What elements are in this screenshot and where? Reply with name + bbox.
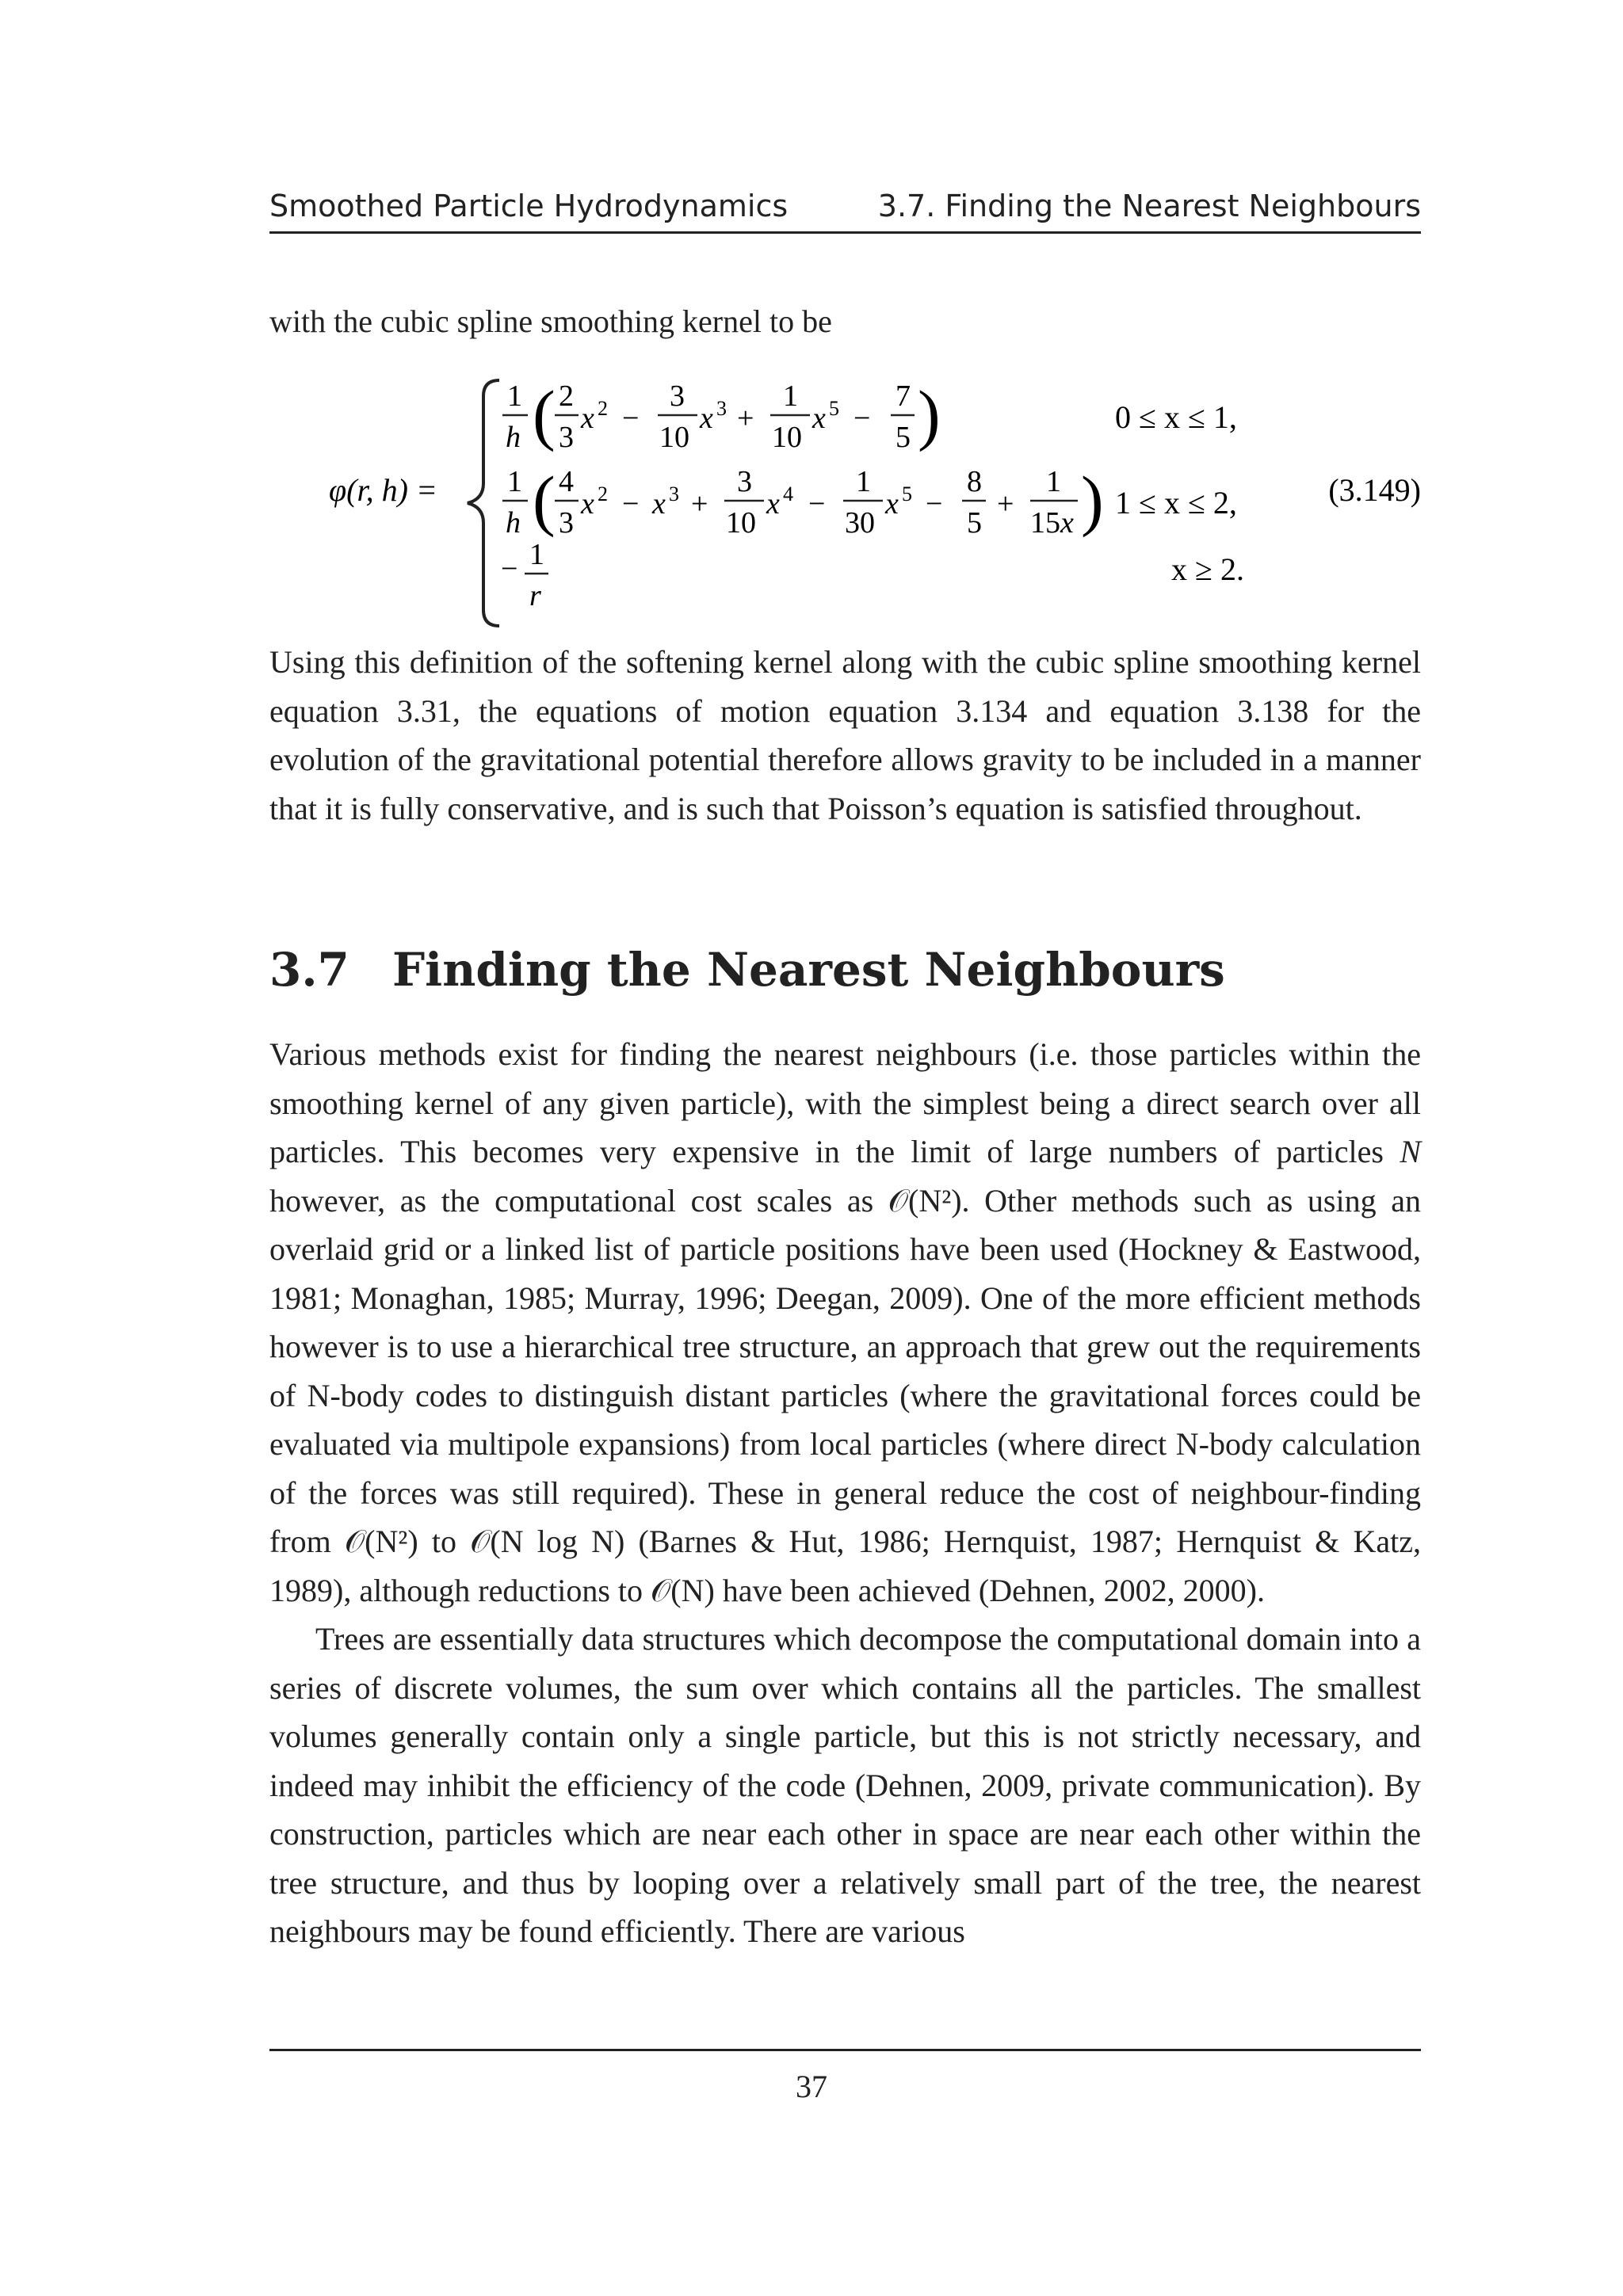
header-left: Smoothed Particle Hydrodynamics <box>269 189 789 223</box>
svg-text:3: 3 <box>737 465 752 498</box>
svg-text:+: + <box>997 487 1014 521</box>
row-1-condition: 0 ≤ x ≤ 1, <box>1115 399 1237 435</box>
svg-text:−: − <box>808 487 826 521</box>
paragraph-2-text: Trees are essentially data structures which decompose the computational domain into a series of discrete volumes, the sum over which contains all the particles. The smallest volumes generally contain only a single particle, but this is not strictly necessary, and indeed may inhibit the efficiency of the code (Dehnen, 2009, private communication). By construction, particles which are near each other in space are near each other within the tree structure, and thus by looping over a relatively small part of the tree, the nearest neighbours may be found efficiently. There are various <box>269 1621 1421 1949</box>
svg-text:5: 5 <box>829 397 839 420</box>
svg-text:5: 5 <box>902 482 912 505</box>
svg-text:−: − <box>926 487 943 521</box>
svg-text:3: 3 <box>559 421 574 454</box>
footer-rule <box>269 2049 1421 2051</box>
paragraph-after-equation <box>269 638 1421 833</box>
svg-text:5: 5 <box>967 506 982 540</box>
svg-text:15x: 15x <box>1030 506 1074 540</box>
svg-text:x: x <box>581 487 594 521</box>
svg-text:): ) <box>1081 462 1104 538</box>
svg-text:10: 10 <box>772 421 802 454</box>
svg-text:h: h <box>506 421 521 454</box>
svg-text:3: 3 <box>559 506 574 540</box>
svg-text:2: 2 <box>559 379 574 413</box>
section-heading <box>269 943 1225 997</box>
section-number: 3.7 <box>269 943 349 997</box>
page-number: 37 <box>796 2069 827 2104</box>
svg-text:r: r <box>529 579 541 612</box>
equation-3-149 <box>269 364 1421 650</box>
svg-text:1: 1 <box>1046 465 1061 498</box>
equation-lhs: φ(r, h) = <box>329 472 437 508</box>
svg-text:5: 5 <box>896 421 911 454</box>
svg-text:x: x <box>652 487 666 521</box>
svg-text:1: 1 <box>507 379 522 413</box>
paragraph-1 <box>269 1030 1421 1956</box>
row-1-formula <box>502 376 941 454</box>
svg-text:10: 10 <box>659 421 689 454</box>
svg-text:8: 8 <box>967 465 982 498</box>
svg-text:3: 3 <box>670 379 685 413</box>
svg-text:(: ( <box>533 376 556 452</box>
svg-text:4: 4 <box>783 482 793 505</box>
svg-text:2: 2 <box>598 482 608 505</box>
svg-text:h: h <box>506 506 521 540</box>
svg-text:x: x <box>812 402 826 435</box>
svg-text:10: 10 <box>726 506 756 540</box>
svg-text:1: 1 <box>783 379 798 413</box>
running-header <box>269 189 1421 234</box>
svg-text:1: 1 <box>856 465 871 498</box>
header-right: 3.7. Finding the Nearest Neighbours <box>877 189 1421 223</box>
left-brace <box>468 380 499 626</box>
svg-text:1: 1 <box>529 538 544 571</box>
svg-text:−: − <box>622 487 640 521</box>
equation-number: (3.149) <box>1328 472 1421 508</box>
svg-text:): ) <box>918 376 941 452</box>
svg-text:3: 3 <box>716 397 727 420</box>
svg-text:+: + <box>737 402 754 435</box>
svg-text:x: x <box>766 487 780 521</box>
svg-text:x: x <box>700 402 713 435</box>
svg-text:x: x <box>885 487 899 521</box>
svg-text:3: 3 <box>669 482 679 505</box>
svg-text:−: − <box>501 552 518 585</box>
row-2-formula <box>502 462 1104 540</box>
svg-text:(: ( <box>533 462 556 538</box>
svg-text:x: x <box>581 402 594 435</box>
svg-text:4: 4 <box>559 465 574 498</box>
section-title-text: Finding the Nearest Neighbours <box>392 943 1225 997</box>
svg-text:−: − <box>622 402 640 435</box>
intro-line <box>269 297 1421 346</box>
svg-text:1: 1 <box>507 465 522 498</box>
row-3-condition: x ≥ 2. <box>1171 551 1244 587</box>
svg-text:2: 2 <box>598 397 608 420</box>
svg-text:+: + <box>691 487 708 521</box>
svg-text:30: 30 <box>845 506 875 540</box>
svg-text:7: 7 <box>896 379 911 413</box>
row-3-formula <box>501 538 548 612</box>
equation-svg <box>269 364 1421 650</box>
paragraph-text: Using this definition of the softening kernel along with the cubic spline smoothing kernel equation 3.31, the equations of motion equation 3.134 and equation 3.138 for the evolution of the gravitational potential therefore allows gravity to be included in a manner that it is fully conservative, and is such that Poisson’s equation is satisfied throughout. <box>269 644 1421 826</box>
row-2-condition: 1 ≤ x ≤ 2, <box>1115 485 1237 521</box>
intro-text: with the cubic spline smoothing kernel to be <box>269 303 832 339</box>
svg-text:−: − <box>854 402 871 435</box>
paragraph-1-text: Various methods exist for finding the nearest neighbours (i.e. those particles within the smoothing kernel of any given particle), with the simplest being a direct search over all particles. This becomes very expensive in the limit of large numbers of particles N however, as the computational cost scales as 𝒪(N²). Other methods such as using an overlaid grid or a linked list of particle positions have been used (Hockney & Eastwood, 1981; Monaghan, 1985; Murray, 1996; Deegan, 2009). One of the more efficient methods however is to use a hierarchical tree structure, an approach that grew out the requirements of N-body codes to distinguish distant particles (where the gravitational forces could be evaluated via multipole expansions) from local particles (where direct N-body calculation of the forces was still required). These in general reduce the cost of neighbour-finding from 𝒪(N²) to 𝒪(N log N) (Barnes & Hut, 1986; Hernquist, 1987; Hernquist & Katz, 1989), although reductions to 𝒪(N) have been achieved (Dehnen, 2002, 2000). <box>269 1036 1421 1608</box>
